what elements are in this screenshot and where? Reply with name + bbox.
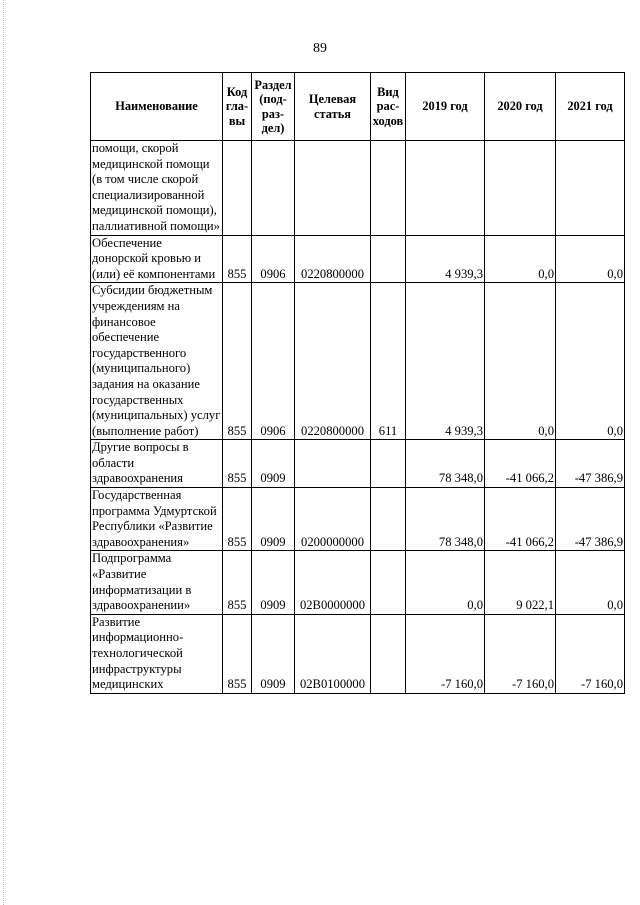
row-expense-type	[371, 235, 406, 283]
row-2021: -47 386,9	[556, 488, 625, 551]
row-2020: 0,0	[485, 283, 556, 440]
row-2019	[406, 141, 485, 236]
table-row	[91, 488, 625, 551]
row-section: 0909	[252, 614, 295, 693]
header-2021: 2021 год	[556, 73, 625, 141]
row-section: 0909	[252, 440, 295, 488]
row-target: 0220800000	[295, 283, 371, 440]
table-row	[91, 141, 625, 236]
row-chapter: 855	[223, 440, 252, 488]
row-2021	[556, 141, 625, 236]
header-section: Раздел (под- раз- дел)	[252, 73, 295, 141]
row-name: помощи, скорой медицинской помощи (в том числе скорой специализированной медицинской помощи), паллиативной помощи»	[91, 141, 223, 236]
row-2020	[485, 141, 556, 236]
header-name: Наименование	[91, 73, 223, 141]
header-2019: 2019 год	[406, 73, 485, 141]
row-2020: -41 066,2	[485, 440, 556, 488]
row-chapter: 855	[223, 614, 252, 693]
row-2020: 0,0	[485, 235, 556, 283]
row-2021: -47 386,9	[556, 440, 625, 488]
row-expense-type: 611	[371, 283, 406, 440]
row-expense-type	[371, 440, 406, 488]
header-expense-type: Вид рас- ходов	[371, 73, 406, 141]
page-number: 89	[313, 41, 327, 56]
table-header-row	[91, 73, 625, 141]
scan-edge-dots	[3, 0, 5, 905]
row-name: Другие вопросы в области здравоохранения	[91, 440, 223, 488]
table-row	[91, 235, 625, 283]
row-name: Субсидии бюджетным учреждениям на финансовое обеспечение государственного (муниципального) задания на оказание государственных (муниципальных) услуг (выполнение работ)	[91, 283, 223, 440]
row-name: Подпрограмма «Развитие информатизации в здравоохранении»	[91, 551, 223, 614]
row-expense-type	[371, 614, 406, 693]
row-chapter	[223, 141, 252, 236]
row-section: 0906	[252, 235, 295, 283]
row-2020: 9 022,1	[485, 551, 556, 614]
row-target	[295, 440, 371, 488]
row-name: Обеспечение донорской кровью и (или) её компонентами	[91, 235, 223, 283]
table-row	[91, 283, 625, 440]
row-name: Государственная программа Удмуртской Республики «Развитие здравоохранения»	[91, 488, 223, 551]
row-2019: 78 348,0	[406, 440, 485, 488]
row-target: 0200000000	[295, 488, 371, 551]
row-2020: -7 160,0	[485, 614, 556, 693]
row-2021: 0,0	[556, 235, 625, 283]
row-expense-type	[371, 488, 406, 551]
row-chapter: 855	[223, 551, 252, 614]
row-name: Развитие информационно- технологической инфраструктуры медицинских	[91, 614, 223, 693]
row-chapter: 855	[223, 488, 252, 551]
row-2019: 0,0	[406, 551, 485, 614]
row-expense-type	[371, 141, 406, 236]
row-section: 0909	[252, 488, 295, 551]
row-2021: 0,0	[556, 283, 625, 440]
row-expense-type	[371, 551, 406, 614]
row-section: 0906	[252, 283, 295, 440]
table-row	[91, 551, 625, 614]
header-2020: 2020 год	[485, 73, 556, 141]
row-chapter: 855	[223, 235, 252, 283]
row-target: 02В0000000	[295, 551, 371, 614]
row-target: 02В0100000	[295, 614, 371, 693]
row-2020: -41 066,2	[485, 488, 556, 551]
row-chapter: 855	[223, 283, 252, 440]
row-2019: -7 160,0	[406, 614, 485, 693]
header-target-article: Целевая статья	[295, 73, 371, 141]
row-2019: 4 939,3	[406, 283, 485, 440]
row-2019: 78 348,0	[406, 488, 485, 551]
row-2021: -7 160,0	[556, 614, 625, 693]
table-row	[91, 614, 625, 693]
budget-table	[90, 72, 625, 694]
row-section	[252, 141, 295, 236]
row-2021: 0,0	[556, 551, 625, 614]
row-target	[295, 141, 371, 236]
row-target: 0220800000	[295, 235, 371, 283]
row-2019: 4 939,3	[406, 235, 485, 283]
header-chapter-code: Код гла- вы	[223, 73, 252, 141]
table-row	[91, 440, 625, 488]
row-section: 0909	[252, 551, 295, 614]
